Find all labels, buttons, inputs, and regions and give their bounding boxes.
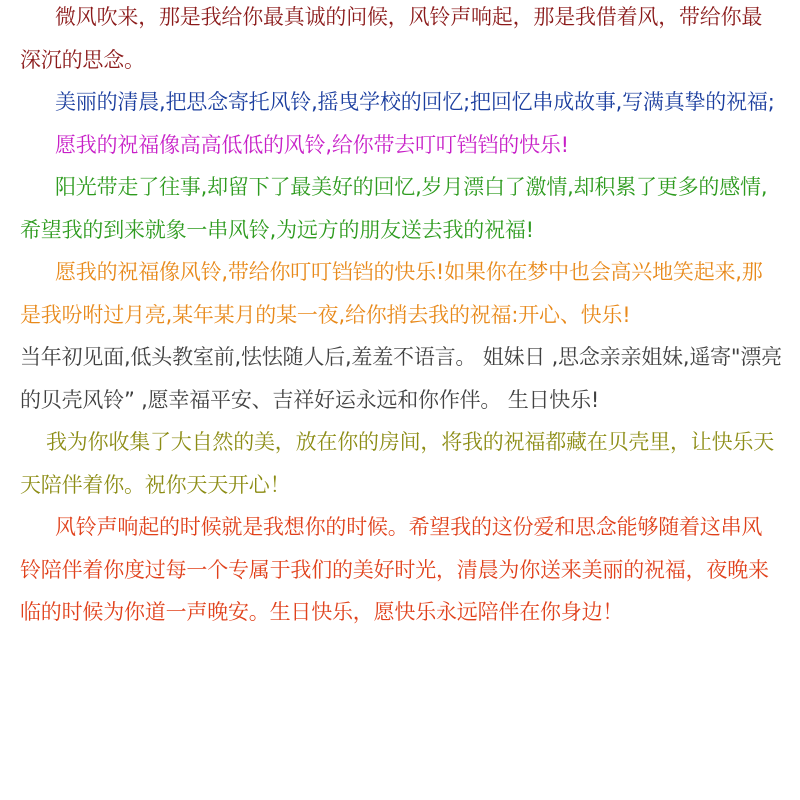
paragraph-6: 当年初见面,低头教室前,怯怯随人后,羞羞不语言。 姐妹日 ,思念亲亲姐妹,遥寄"漂亮的贝壳风铃” ,愿幸福平安、吉祥好运永远和你作伴。 生日快乐! — [20, 345, 782, 412]
paragraph-1: 微风吹来，那是我给你最真诚的问候，风铃声响起，那是我借着风，带给你最深沉的思念。 — [20, 5, 763, 72]
paragraph-7: 我为你收集了大自然的美，放在你的房间，将我的祝福都藏在贝壳里，让快乐天天陪伴着你。祝你天天开心！ — [20, 430, 774, 497]
paragraph-8: 风铃声响起的时候就是我想你的时候。希望我的这份爱和思念能够随着这串风铃陪伴着你度过每一个专属于我们的美好时光，清晨为你送来美丽的祝福，夜晚来临的时候为你道一声晚安。生日快乐，愿快乐永远陪伴在你身边！ — [20, 515, 769, 624]
paragraph-3: 愿我的祝福像高高低低的风铃,给你带去叮叮铛铛的快乐! — [55, 132, 569, 157]
paragraph-2: 美丽的清晨,把思念寄托风铃,摇曳学校的回忆;把回忆串成故事,写满真挚的祝福; — [55, 90, 775, 114]
paragraph-5: 愿我的祝福像风铃,带给你叮叮铛铛的快乐!如果你在梦中也会高兴地笑起来,那是我吩咐过月亮,某年某月的某一夜,给你捎去我的祝福:开心、快乐! — [20, 260, 763, 327]
paragraph-4: 阳光带走了往事,却留下了最美好的回忆,岁月漂白了激情,却积累了更多的感情,希望我的到来就象一串风铃,为远方的朋友送去我的祝福! — [20, 175, 768, 242]
